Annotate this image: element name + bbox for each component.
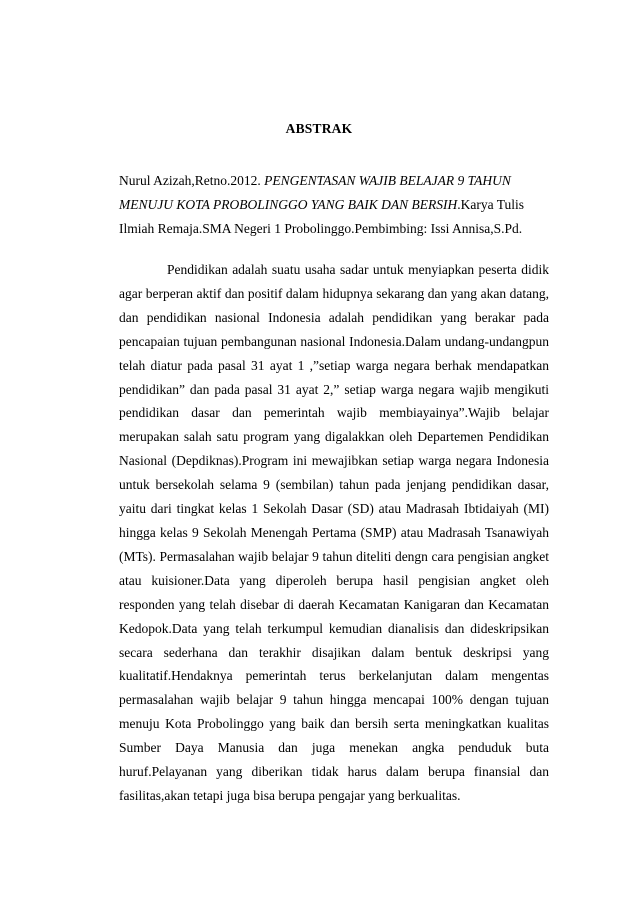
abstract-body (119, 258, 549, 808)
citation-title-line-1: PENGENTASAN WAJIB BELAJAR 9 TAHUN (264, 173, 511, 188)
citation-details: Ilmiah Remaja.SMA Negeri 1 Probolinggo.Pembimbing: Issi Annisa,S.Pd. (119, 221, 523, 236)
page-title: ABSTRAK (285, 121, 353, 136)
citation-author-year: Nurul Azizah,Retno.2012. (119, 173, 265, 188)
abstract-paragraph: Pendidikan adalah suatu usaha sadar untuk menyiapkan peserta didik agar berperan aktif dan positif dalam hidupnya sekarang dan yang akan datang, dan pendidikan nasional Indonesia adalah pendidikan yang berakar pada pencapaian tujuan pembangunan nasional Indonesia.Dalam undang-undangpun telah diatur pada pasal 31 ayat 1 ,”setiap warga negara berhak mendapatkan pendidikan” dan pada pasal 31 ayat 2,” setiap warga negara wajib mengikuti pendidikan dasar dan pemerintah wajib membiayainya”.Wajib belajar merupakan salah satu program yang digalakkan oleh Departemen Pendidikan Nasional (Depdiknas).Program ini mewajibkan setiap warga negara Indonesia untuk bersekolah selama 9 (sembilan) tahun pada jenjang pendidikan dasar, yaitu dari tingkat kelas 1 Sekolah Dasar (SD) atau Madrasah Ibtidaiyah (MI) hingga kelas 9 Sekolah Menengah Pertama (SMP) atau Madrasah Tsanawiyah (MTs). Permasalahan wajib belajar 9 tahun diteliti dengn cara pengisian angket atau kuisioner.Data yang diperoleh berupa hasil pengisian angket oleh responden yang telah disebar di daerah Kecamatan Kanigaran dan Kecamatan Kedopok.Data yang telah terkumpul kemudian dianalisis dan dideskripsikan secara sederhana dan terakhir disajikan dalam bentuk deskripsi yang kualitatif.Hendaknya pemerintah terus berkelanjutan dalam mengentas permasalahan wajib belajar 9 tahun hingga mencapai 100% dengan tujuan menuju Kota Probolinggo yang baik dan bersih serta meningkatkan kualitas Sumber Daya Manusia dan juga menekan angka penduduk buta huruf.Pelayanan yang diberikan tidak harus dalam berupa finansial dan fasilitas,akan tetapi juga bisa berupa pengajar yang berkualitas. (119, 262, 549, 803)
citation-block (119, 169, 559, 241)
citation-title-line-2: MENUJU KOTA PROBOLINGGO YANG BAIK DAN BERSIH (119, 197, 458, 212)
citation-line-1 (119, 169, 559, 193)
citation-line-2 (119, 193, 559, 217)
citation-type: .Karya Tulis (457, 197, 525, 212)
